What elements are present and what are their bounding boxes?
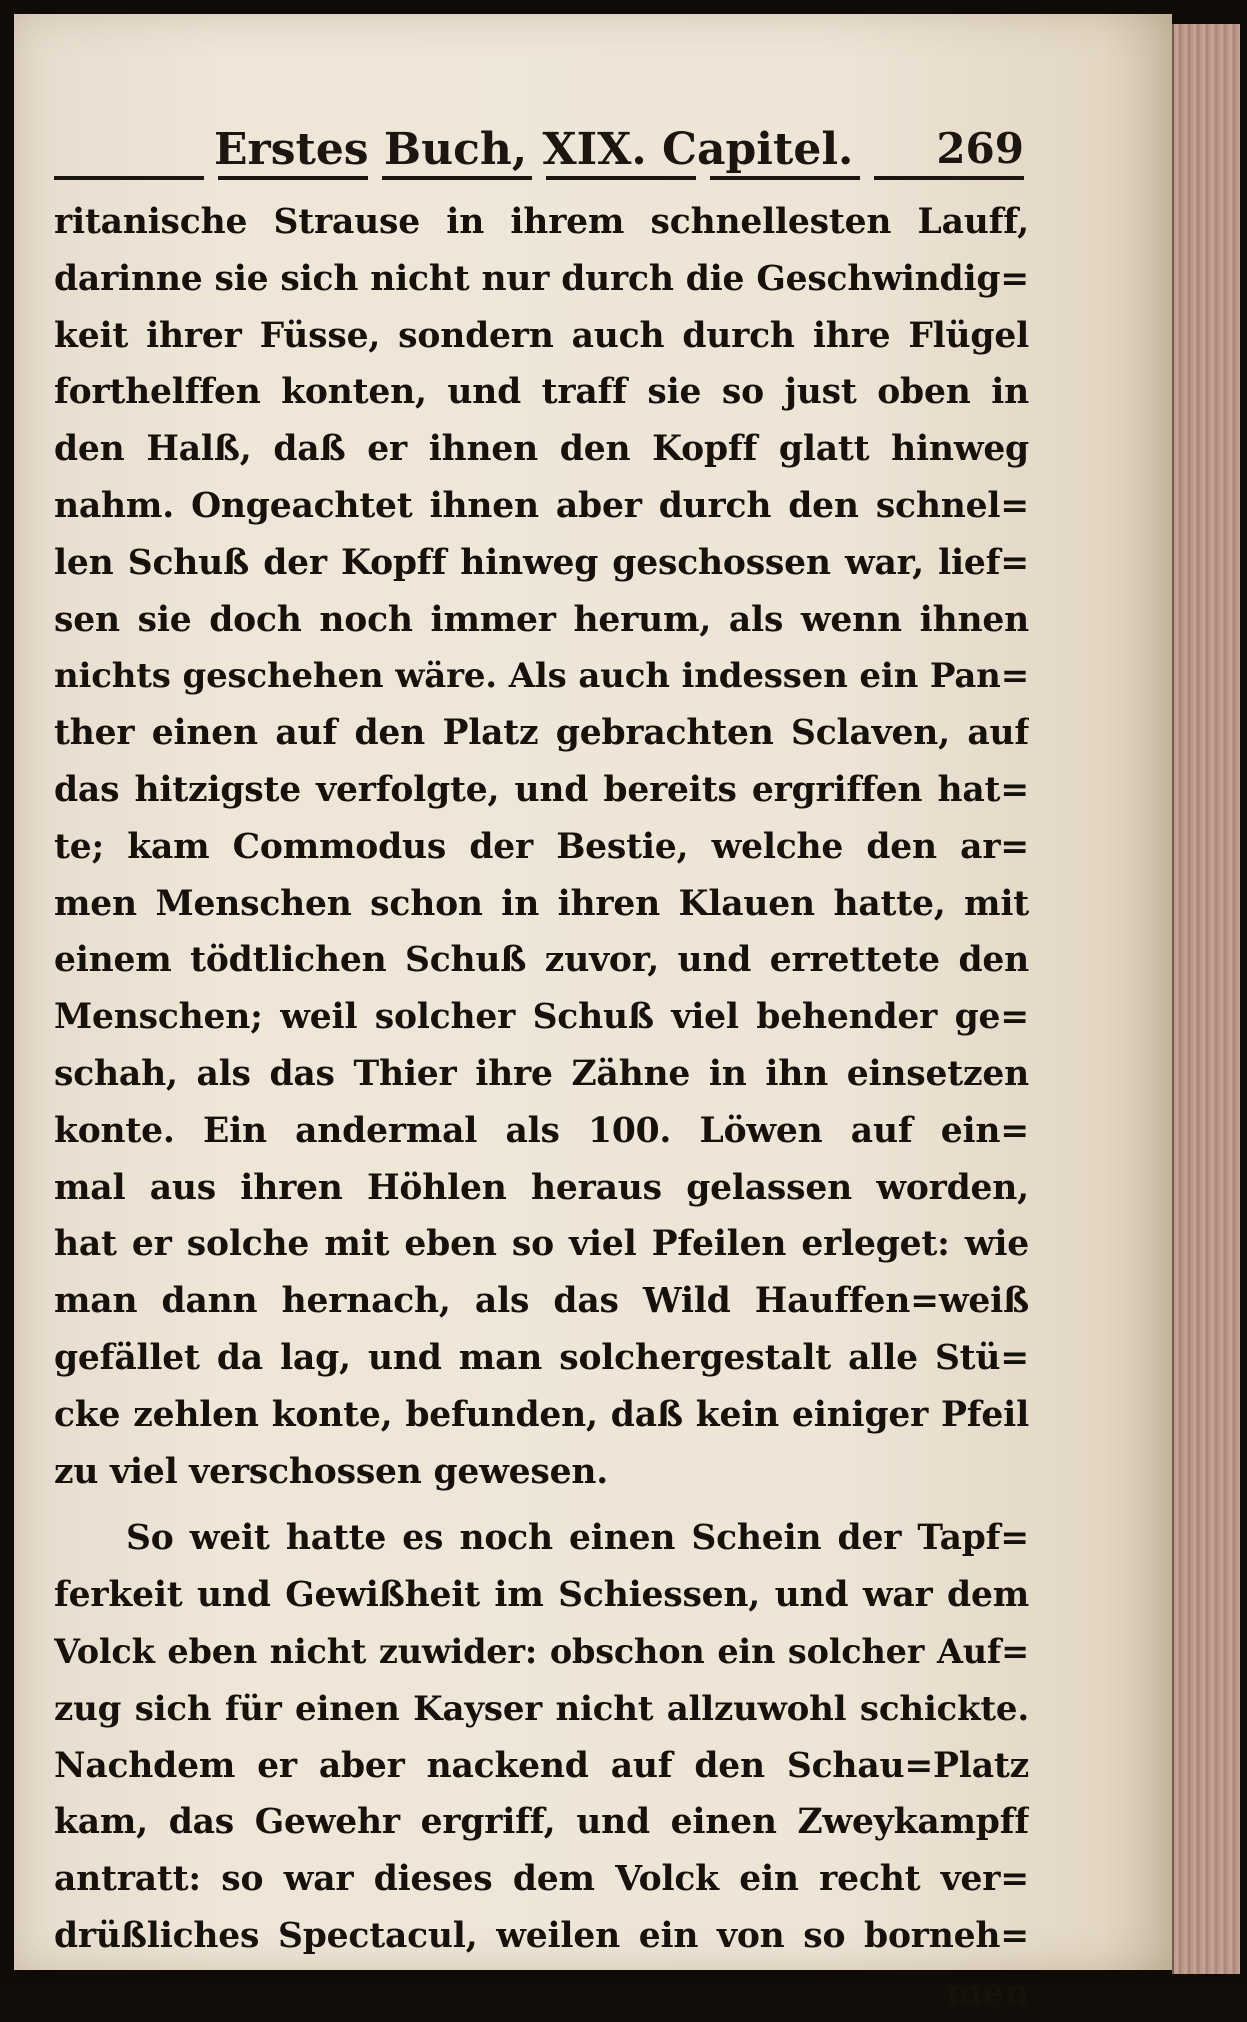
text-line: cke zehlen konte, befunden, daß kein einiger Pfeil xyxy=(54,1394,1029,1435)
text-line: zug sich für einen Kayser nicht allzuwohl schickte. xyxy=(54,1688,1029,1729)
rule-segment xyxy=(710,176,860,180)
text-line: Nachdem er aber nackend auf den Schau=Platz xyxy=(54,1745,1029,1786)
text-line: ritanische Strause in ihrem schnellesten Lauff, xyxy=(54,202,1029,242)
page-header xyxy=(64,124,1024,184)
page-number: 269 xyxy=(936,124,1024,173)
rule-segment xyxy=(218,176,368,180)
rule-segment xyxy=(546,176,696,180)
catchword: men xyxy=(946,1972,1029,2013)
text-line: forthelffen konten, und traff sie so just oben in xyxy=(54,372,1029,413)
text-line: man dann hernach, als das Wild Hauffen=weiß xyxy=(54,1281,1029,1322)
text-line: einem tödtlichen Schuß zuvor, und errettete den xyxy=(54,940,1029,981)
text-line: drüßliches Spectacul, weilen ein von so borneh= xyxy=(54,1915,1029,1956)
text-line: So weit hatte es noch einen Schein der Tapf= xyxy=(126,1518,1029,1559)
text-line: men Menschen schon in ihren Klauen hatte, mit xyxy=(54,883,1029,924)
text-line: mal aus ihren Höhlen heraus gelassen worden, xyxy=(54,1167,1029,1208)
text-line: ferkeit und Gewißheit im Schiessen, und war dem xyxy=(54,1575,1029,1616)
text-line: gefället da lag, und man solchergestalt alle Stü= xyxy=(54,1337,1029,1378)
text-line: keit ihrer Füsse, sondern auch durch ihre Flügel xyxy=(54,315,1029,356)
paragraph-2 xyxy=(54,1510,1029,1964)
text-line: len Schuß der Kopff hinweg geschossen war, lief= xyxy=(54,542,1029,583)
text-line: konte. Ein andermal als 100. Löwen auf ein= xyxy=(54,1110,1029,1151)
text-line: antratt: so war dieses dem Volck ein recht ver= xyxy=(54,1859,1029,1900)
text-line: Volck eben nicht zuwider: obschon ein solcher Auf= xyxy=(54,1631,1029,1671)
paragraph-1 xyxy=(54,194,1029,1500)
book-page-edges xyxy=(1172,24,1240,1974)
text-line: nichts geschehen wäre. Als auch indessen ein Pan= xyxy=(54,656,1029,697)
rule-segment xyxy=(54,176,204,180)
running-head: Erstes Buch, XIX. Capitel. xyxy=(214,124,854,175)
text-line: zu viel verschossen gewesen. xyxy=(54,1451,609,1492)
rule-segment xyxy=(382,176,532,180)
body-text xyxy=(54,194,1029,2022)
text-line: sen sie doch noch immer herum, als wenn ihnen xyxy=(54,599,1029,640)
text-line: ther einen auf den Platz gebrachten Sclaven, auf xyxy=(54,713,1029,754)
text-line: schah, als das Thier ihre Zähne in ihn einsetzen xyxy=(54,1053,1029,1094)
text-line: Menschen; weil solcher Schuß viel behender ge= xyxy=(54,997,1029,1038)
text-line: kam, das Gewehr ergriff, und einen Zweykampff xyxy=(54,1802,1029,1843)
header-rule xyxy=(54,176,1024,182)
text-line: den Halß, daß er ihnen den Kopff glatt hinweg xyxy=(54,429,1029,470)
paragraph-gap xyxy=(54,1500,1029,1510)
text-line: darinne sie sich nicht nur durch die Geschwindig= xyxy=(54,258,1029,299)
text-line: das hitzigste verfolgte, und bereits ergriffen hat= xyxy=(54,769,1029,810)
text-line: te; kam Commodus der Bestie, welche den ar= xyxy=(54,826,1029,867)
text-line: nahm. Ongeachtet ihnen aber durch den schnel= xyxy=(54,485,1029,526)
text-line: hat er solche mit eben so viel Pfeilen erleget: wie xyxy=(54,1224,1029,1265)
book-page xyxy=(14,14,1172,2013)
rule-segment xyxy=(874,176,1024,180)
